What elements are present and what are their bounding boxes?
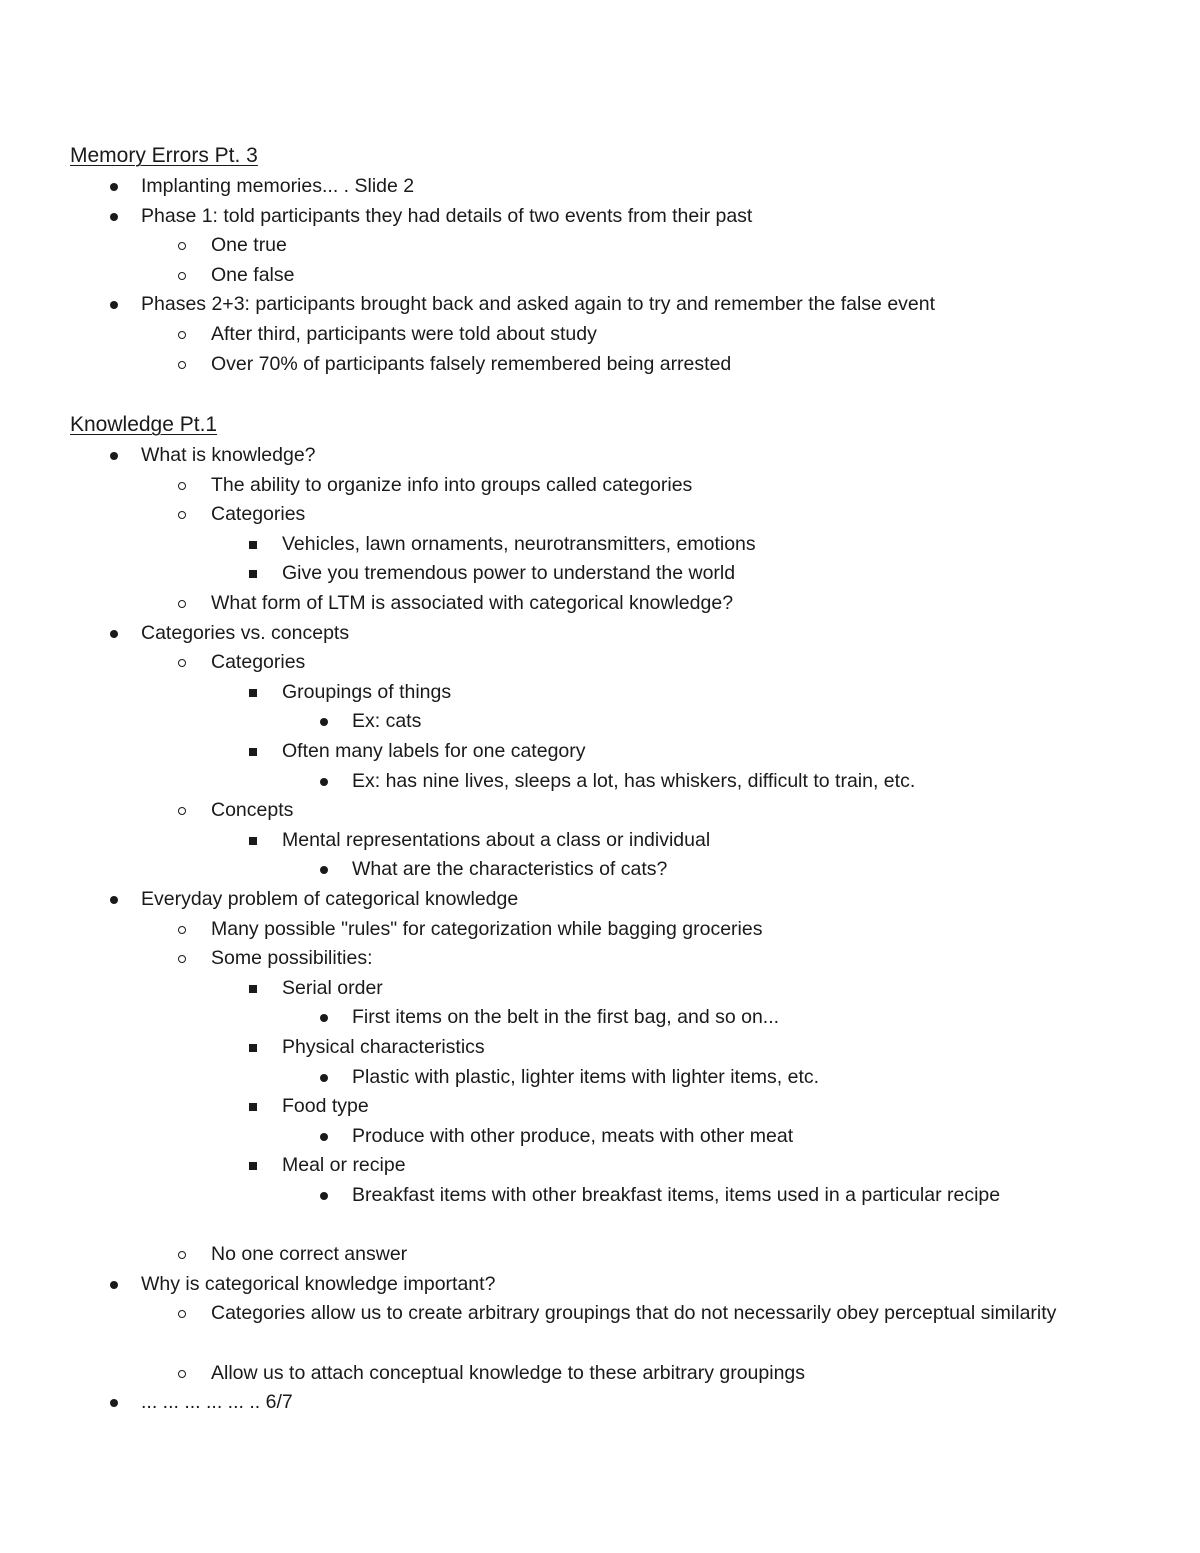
bullet-disc-icon (110, 896, 118, 904)
section-heading: Memory Errors Pt. 3 (70, 144, 258, 167)
list-item-text: One false (211, 263, 295, 286)
list-item-text: Plastic with plastic, lighter items with lighter items, etc. (352, 1065, 820, 1088)
bullet-square-icon (249, 748, 257, 756)
list-item-text: Categories allow us to create arbitrary groupings that do not necessarily obey perceptual similarity (211, 1302, 1057, 1325)
list-item-text: Physical characteristics (282, 1036, 485, 1058)
bullet-square-icon (249, 985, 257, 993)
list-item-text: What is knowledge? (141, 444, 316, 466)
bullet-disc-icon (320, 866, 328, 874)
bullet-circle-icon (178, 955, 186, 963)
bullet-disc-icon (110, 1399, 118, 1407)
bullet-circle-icon (178, 1310, 186, 1318)
list-item-text: No one correct answer (211, 1243, 408, 1266)
list-item-text: Some possibilities: (211, 947, 373, 970)
list-item-text: Phases 2+3: participants brought back and asked again to try and remember the false event (141, 293, 936, 316)
bullet-circle-icon (178, 511, 186, 519)
list-item-text: Serial order (282, 976, 383, 999)
bullet-disc-icon (320, 718, 328, 726)
bullet-circle-icon (178, 659, 186, 667)
list-item-text: What are the characteristics of cats? (352, 858, 668, 881)
bullet-disc-icon (320, 1074, 328, 1082)
bullet-disc-icon (320, 1133, 328, 1141)
bullet-circle-icon (178, 926, 186, 934)
bullet-circle-icon (178, 1370, 186, 1378)
bullet-circle-icon (178, 361, 186, 369)
bullet-disc-icon (110, 1281, 118, 1289)
list-item-text: First items on the belt in the first bag, and so on... (352, 1006, 780, 1029)
list-item-text: Groupings of things (282, 680, 452, 703)
list-item-text: Many possible "rules" for categorization while bagging groceries (211, 917, 763, 940)
bullet-square-icon (249, 570, 257, 578)
bullet-circle-icon (178, 272, 186, 280)
list-item-text: Food type (282, 1095, 369, 1118)
bullet-disc-icon (320, 778, 328, 786)
list-item-text: Implanting memories... . Slide 2 (141, 175, 415, 197)
bullet-disc-icon (110, 213, 118, 221)
bullet-square-icon (249, 541, 257, 549)
list-item-text: ... ... ... ... ... .. 6/7 (141, 1391, 293, 1414)
list-item-text: Mental representations about a class or individual (282, 828, 711, 851)
list-item-text: Breakfast items with other breakfast items, items used in a particular recipe (352, 1184, 1001, 1206)
bullet-disc-icon (110, 183, 118, 191)
bullet-circle-icon (178, 1251, 186, 1259)
list-item-text: What form of LTM is associated with categorical knowledge? (211, 592, 734, 614)
list-item-text: Vehicles, lawn ornaments, neurotransmitters, emotions (282, 532, 756, 555)
list-item-text: Phase 1: told participants they had details of two events from their past (141, 204, 753, 227)
list-item-text: The ability to organize info into groups called categories (211, 473, 693, 496)
bullet-square-icon (249, 1044, 257, 1052)
list-item-text: Why is categorical knowledge important? (141, 1272, 496, 1295)
list-item-text: Categories (211, 651, 306, 674)
list-item-text: Ex: cats (352, 710, 422, 733)
list-item-text: Often many labels for one category (282, 740, 586, 762)
bullet-square-icon (249, 1103, 257, 1111)
list-item-text: After third, participants were told about study (211, 323, 597, 345)
list-item-text: Concepts (211, 799, 294, 822)
bullet-circle-icon (178, 482, 186, 490)
bullet-square-icon (249, 689, 257, 697)
bullet-disc-icon (320, 1192, 328, 1200)
list-item-text: Categories vs. concepts (141, 621, 350, 644)
bullet-disc-icon (110, 630, 118, 638)
bullet-circle-icon (178, 600, 186, 608)
list-item-text: Categories (211, 503, 306, 526)
list-item-text: Meal or recipe (282, 1154, 406, 1177)
bullet-disc-icon (110, 452, 118, 460)
section-heading: Knowledge Pt.1 (70, 413, 218, 436)
list-item-text: Ex: has nine lives, sleeps a lot, has whiskers, difficult to train, etc. (352, 769, 916, 792)
list-item-text: One true (211, 234, 287, 257)
bullet-square-icon (249, 1162, 257, 1170)
list-item-text: Allow us to attach conceptual knowledge to these arbitrary groupings (211, 1361, 806, 1384)
bullet-disc-icon (110, 301, 118, 309)
bullet-circle-icon (178, 807, 186, 815)
bullet-circle-icon (178, 242, 186, 250)
list-item-text: Produce with other produce, meats with other meat (352, 1124, 794, 1147)
bullet-circle-icon (178, 331, 186, 339)
list-item-text: Everyday problem of categorical knowledge (141, 888, 519, 910)
list-item-text: Over 70% of participants falsely remembered being arrested (211, 352, 732, 375)
bullet-square-icon (249, 837, 257, 845)
bullet-disc-icon (320, 1014, 328, 1022)
list-item-text: Give you tremendous power to understand the world (282, 562, 736, 585)
